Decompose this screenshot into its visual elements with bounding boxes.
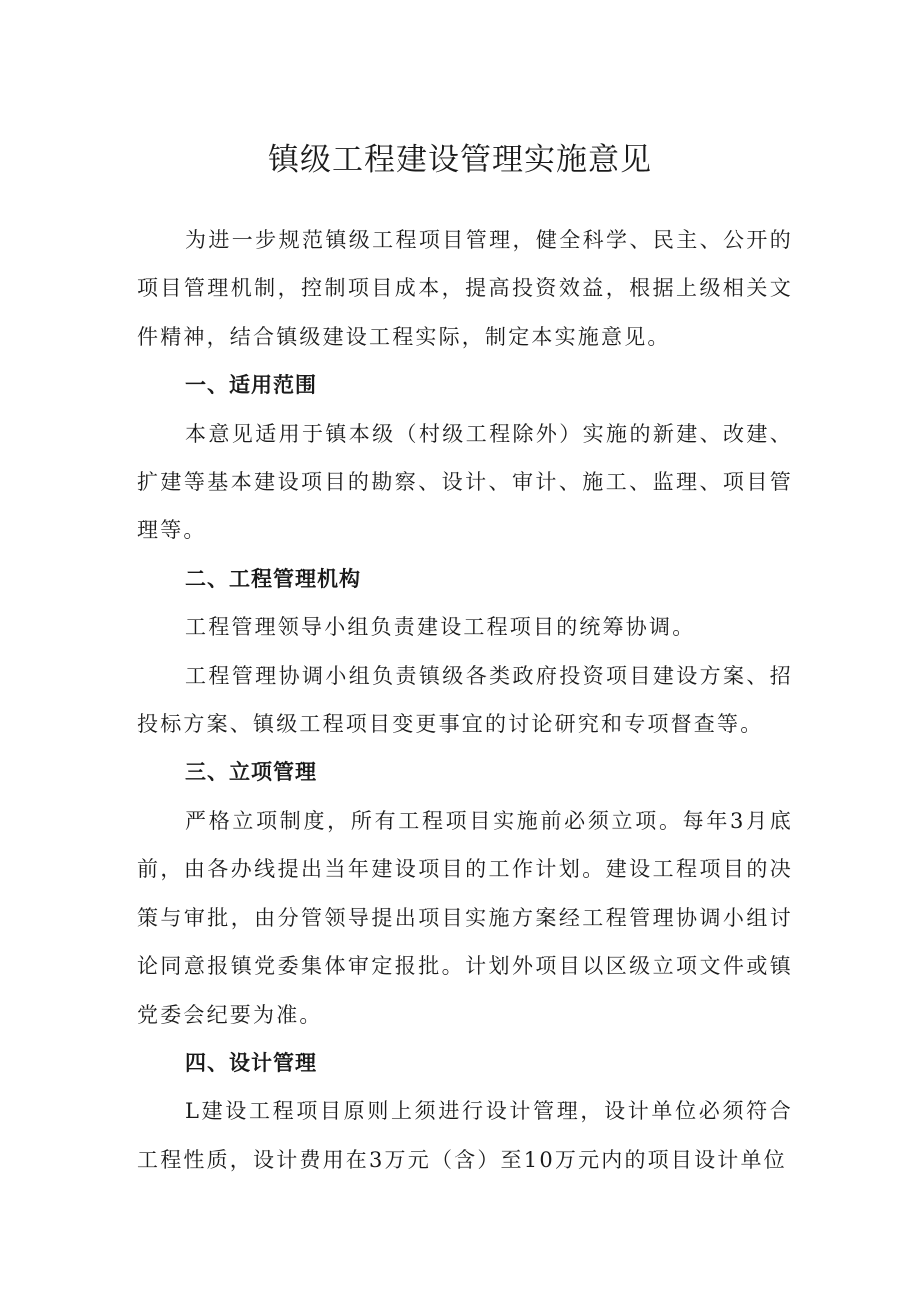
project-approval-paragraph: 严格立项制度，所有工程项目实施前必须立项。每年3月底前，由各办线提出当年建设项目的工作计划。建设工程项目的决策与审批，由分管领导提出项目实施方案经工程管理协调小组讨论同意报镇党委集体审定报批。计划外项目以区级立项文件或镇党委会纪要为准。 [137, 808, 793, 1027]
document-title: 镇级工程建设管理实施意见 [268, 142, 652, 178]
section-heading-project-approval: 三、立项管理 [185, 760, 317, 785]
intro-paragraph: 为进一步规范镇级工程项目管理，健全科学、民主、公开的项目管理机制，控制项目成本，提高投资效益，根据上级相关文件精神，结合镇级建设工程实际，制定本实施意见。 [137, 228, 793, 349]
section-heading-scope: 一、适用范围 [185, 373, 317, 398]
organization-paragraph-2: 工程管理协调小组负责镇级各类政府投资项目建设方案、招投标方案、镇级工程项目变更事宜的讨论研究和专项督查等。 [137, 663, 793, 737]
section-heading-design-management: 四、设计管理 [185, 1050, 317, 1075]
scope-paragraph: 本意见适用于镇本级（村级工程除外）实施的新建、改建、扩建等基本建设项目的勘察、设计、审计、施工、监理、项目管理等。 [137, 421, 793, 543]
organization-paragraph-1: 工程管理领导小组负责建设工程项目的统筹协调。 [185, 615, 696, 640]
design-management-paragraph: L建设工程项目原则上须进行设计管理，设计单位必须符合工程性质，设计费用在3万元（含）至10万元内的项目设计单位 [137, 1099, 793, 1172]
document-body [137, 216, 793, 1184]
section-heading-organization: 二、工程管理机构 [185, 566, 361, 591]
